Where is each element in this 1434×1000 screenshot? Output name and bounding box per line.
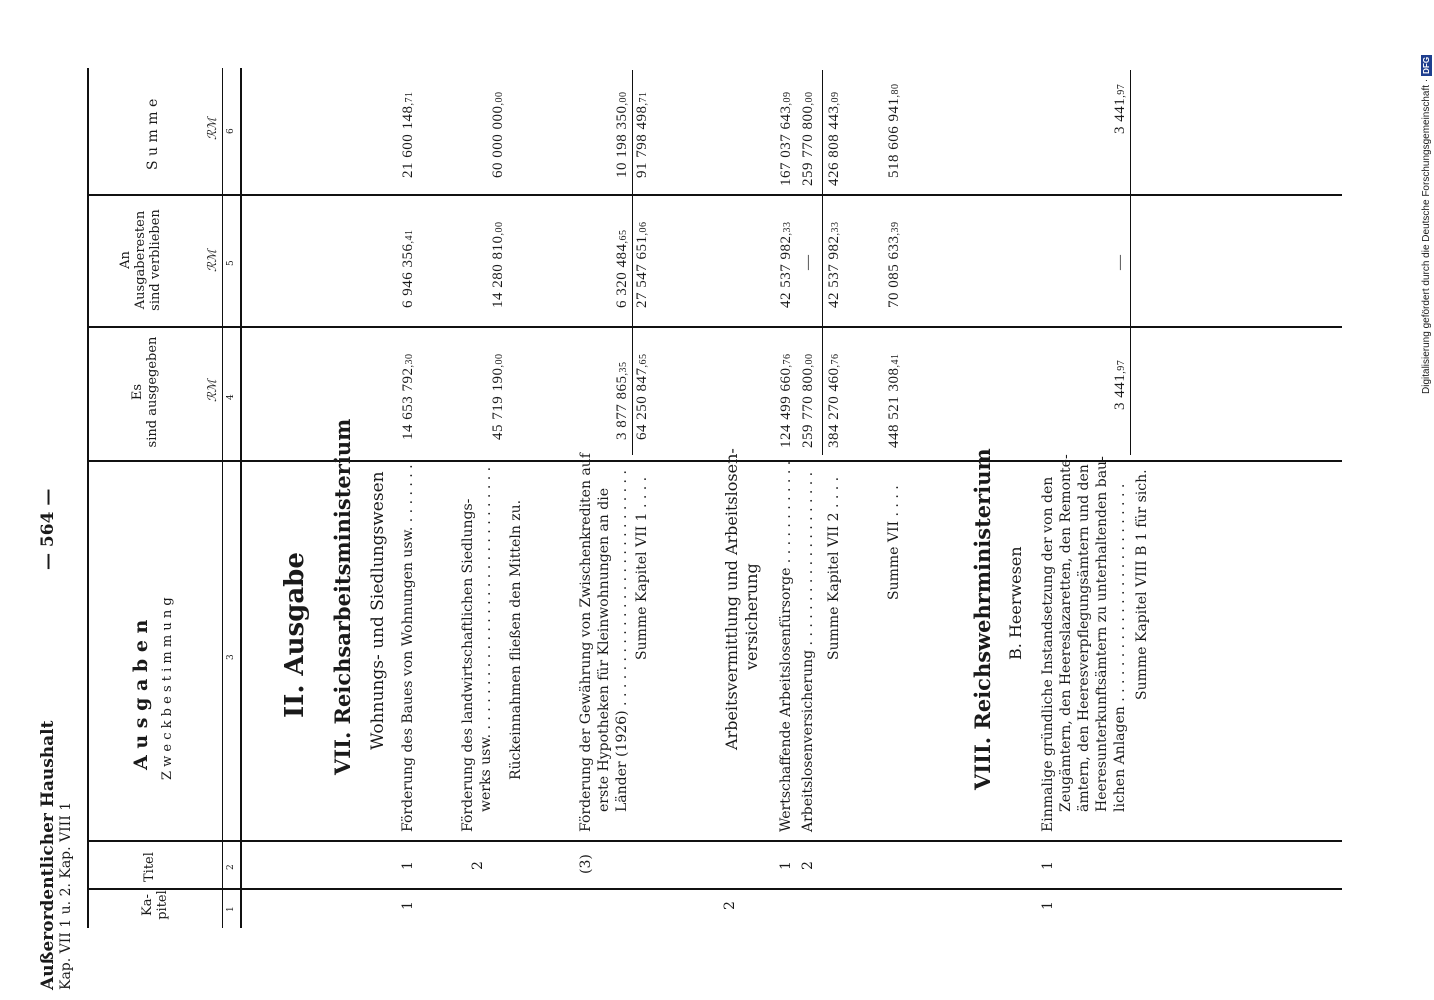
s8-text5: lichen Anlagen . . . . . . . . . . . . . . . . . . . . . . . . . — [1112, 483, 1128, 812]
ch2-row2-text: Arbeitslosenversicherung . . . . . . . . . . . . . . . . . . . . — [800, 471, 816, 832]
running-title: Außerordentlicher Haushalt — [38, 720, 58, 990]
col-num-1: 1 — [226, 906, 236, 912]
sum2-label: Summe Kapitel VII 2 . . . . — [826, 476, 842, 660]
s8-text1: Einmalige gründliche Instandsetzung der von den — [1040, 476, 1056, 832]
row3-text2: erste Hypotheken für Kleinwohnungen an die — [596, 488, 612, 812]
row2-remain: 14 280 810,00 — [490, 221, 506, 308]
sum1-label: Summe Kapitel VII 1 . . . . — [634, 476, 650, 660]
row1-text: Förderung des Baues von Wohnungen usw. . . . . . . . — [400, 464, 416, 832]
sum2-sum: 426 808 443,09 — [826, 91, 842, 186]
section8-sub: B. Heerwesen — [1006, 546, 1025, 660]
col-sep-4 — [87, 326, 1342, 328]
col-sep-2 — [87, 840, 1342, 842]
sum1-spent: 64 250 847,65 — [634, 353, 650, 440]
rule-header — [240, 68, 242, 928]
sum1-rule — [632, 70, 633, 455]
s8-kap: 1 — [1040, 901, 1056, 910]
ch2-row2-remain: — — [800, 254, 816, 270]
col-num-2: 2 — [226, 864, 236, 870]
row2-spent: 45 719 190,00 — [490, 353, 506, 440]
ch2-row1-spent: 124 499 660,76 — [778, 353, 794, 448]
sum1-remain: 27 547 651,06 — [634, 221, 650, 308]
page-number: — 564 — — [38, 488, 58, 570]
s8-sum-label: Summe Kapitel VIII B 1 für sich. — [1134, 469, 1150, 700]
col-num-5: 5 — [226, 260, 236, 266]
col-head-spent: Es sind ausgegeben — [130, 336, 160, 448]
ch2-row2-sum: 259 770 800,00 — [800, 91, 816, 186]
s8-remain: — — [1112, 254, 1128, 270]
section-heading: II. Ausgabe — [280, 552, 310, 718]
rule-num-row — [222, 68, 223, 928]
s8-rule — [1130, 70, 1131, 455]
col-num-3: 3 — [226, 654, 236, 660]
ch2-title1: Arbeitsvermittlung und Arbeitslosen- — [722, 448, 741, 750]
row2-titel: 2 — [470, 861, 486, 870]
col-head-sum: S u m m e — [145, 98, 161, 170]
s8-spent: 3 441,97 — [1112, 359, 1128, 410]
side-note-text: Digitalisierung gefördert durch die Deutsche Forschungsgemeinschaft · — [1421, 78, 1432, 394]
row3-text3: Länder (1926) . . . . . . . . . . . . . . . . . . . . . . . . . . . — [614, 470, 630, 812]
col-head-zweck-title: A u s g a b e n — [130, 619, 152, 770]
ch2-row1-titel: 1 — [778, 861, 794, 870]
unit-5: ℛℳ — [205, 249, 219, 272]
row2-text2: werks usw. . . . . . . . . . . . . . . . . . . . . . . . . . . . . . . — [478, 466, 494, 812]
chapter1-heading: Wohnungs- und Siedlungswesen — [368, 471, 388, 750]
s8-text4: Heeresunterkunftsämtern zu unterhaltenden bau- — [1094, 456, 1110, 812]
row1-remain: 6 946 356,41 — [400, 229, 416, 308]
col-num-6: 6 — [226, 128, 236, 134]
sum-vii-spent: 448 521 308,41 — [886, 353, 902, 448]
row1-sum: 21 600 148,71 — [400, 91, 416, 178]
row1-titel: 1 — [400, 861, 416, 870]
row1-spent: 14 653 792,30 — [400, 353, 416, 440]
ministry8-heading: VIII. Reichswehrministerium — [970, 448, 995, 790]
row3-text1: Förderung der Gewährung von Zwischenkrediten auf — [578, 453, 594, 832]
sum-vii-remain: 70 085 633,39 — [886, 221, 902, 308]
sum-vii-sum: 518 606 941,80 — [886, 83, 902, 178]
col-num-4: 4 — [226, 394, 236, 400]
side-note — [1420, 8, 1434, 394]
sum-vii-label: Summe VII . . . . — [886, 485, 902, 600]
sum2-spent: 384 270 460,76 — [826, 353, 842, 448]
running-subtitle: Kap. VII 1 u. 2. Kap. VIII 1 — [58, 801, 74, 990]
sum2-rule — [822, 70, 823, 455]
col-head-kapitel: Ka- pitel — [140, 890, 170, 920]
s8-sum: 3 441,97 — [1112, 83, 1128, 134]
row3-titel: (3) — [578, 854, 594, 874]
col-head-zweck-sub: Z w e c k b e s t i m m u n g — [160, 597, 175, 780]
s8-text2: Zeugämtern, den Heereslazaretten, den Remonte- — [1058, 454, 1074, 812]
ch2-row2-spent: 259 770 800,00 — [800, 353, 816, 448]
ch2-row1-text: Wertschaffende Arbeitslosenfürsorge . . . . . . . . . . . . — [778, 460, 794, 832]
ch2-row2-titel: 2 — [800, 861, 816, 870]
col-head-remain: An Ausgaberesten sind verblieben — [118, 209, 163, 311]
dfg-logo: DFG — [1422, 56, 1431, 74]
col-sep-3 — [87, 460, 1342, 462]
col-sep-1 — [87, 888, 1342, 890]
unit-6: ℛℳ — [205, 117, 219, 140]
col-head-titel: Titel — [142, 852, 157, 882]
row3-spent: 3 877 865,35 — [614, 361, 630, 440]
row2-text3: Rückeinnahmen fließen den Mitteln zu. — [508, 499, 524, 780]
ch2-row1-remain: 42 537 982,33 — [778, 221, 794, 308]
sum1-sum: 91 798 498,71 — [634, 91, 650, 178]
row3-sum: 10 198 350,00 — [614, 91, 630, 178]
unit-4: ℛℳ — [205, 379, 219, 402]
row3-remain: 6 320 484,65 — [614, 229, 630, 308]
row2-sum: 60 000 000,00 — [490, 91, 506, 178]
ministry-heading: VII. Reichsarbeitsministerium — [330, 418, 355, 775]
s8-text3: ämtern, den Heeresverpflegungsämtern und den — [1076, 464, 1092, 812]
ch2-title2: versicherung — [742, 563, 761, 670]
row2-text1: Förderung des landwirtschaftlichen Siedlungs- — [460, 498, 476, 832]
sum2-remain: 42 537 982,33 — [826, 221, 842, 308]
rule-top — [87, 68, 89, 928]
col-sep-5 — [87, 194, 1342, 196]
row1-kap: 1 — [400, 901, 416, 910]
ch2-kap: 2 — [722, 901, 738, 910]
ch2-row1-sum: 167 037 643,09 — [778, 91, 794, 186]
s8-titel: 1 — [1040, 861, 1056, 870]
